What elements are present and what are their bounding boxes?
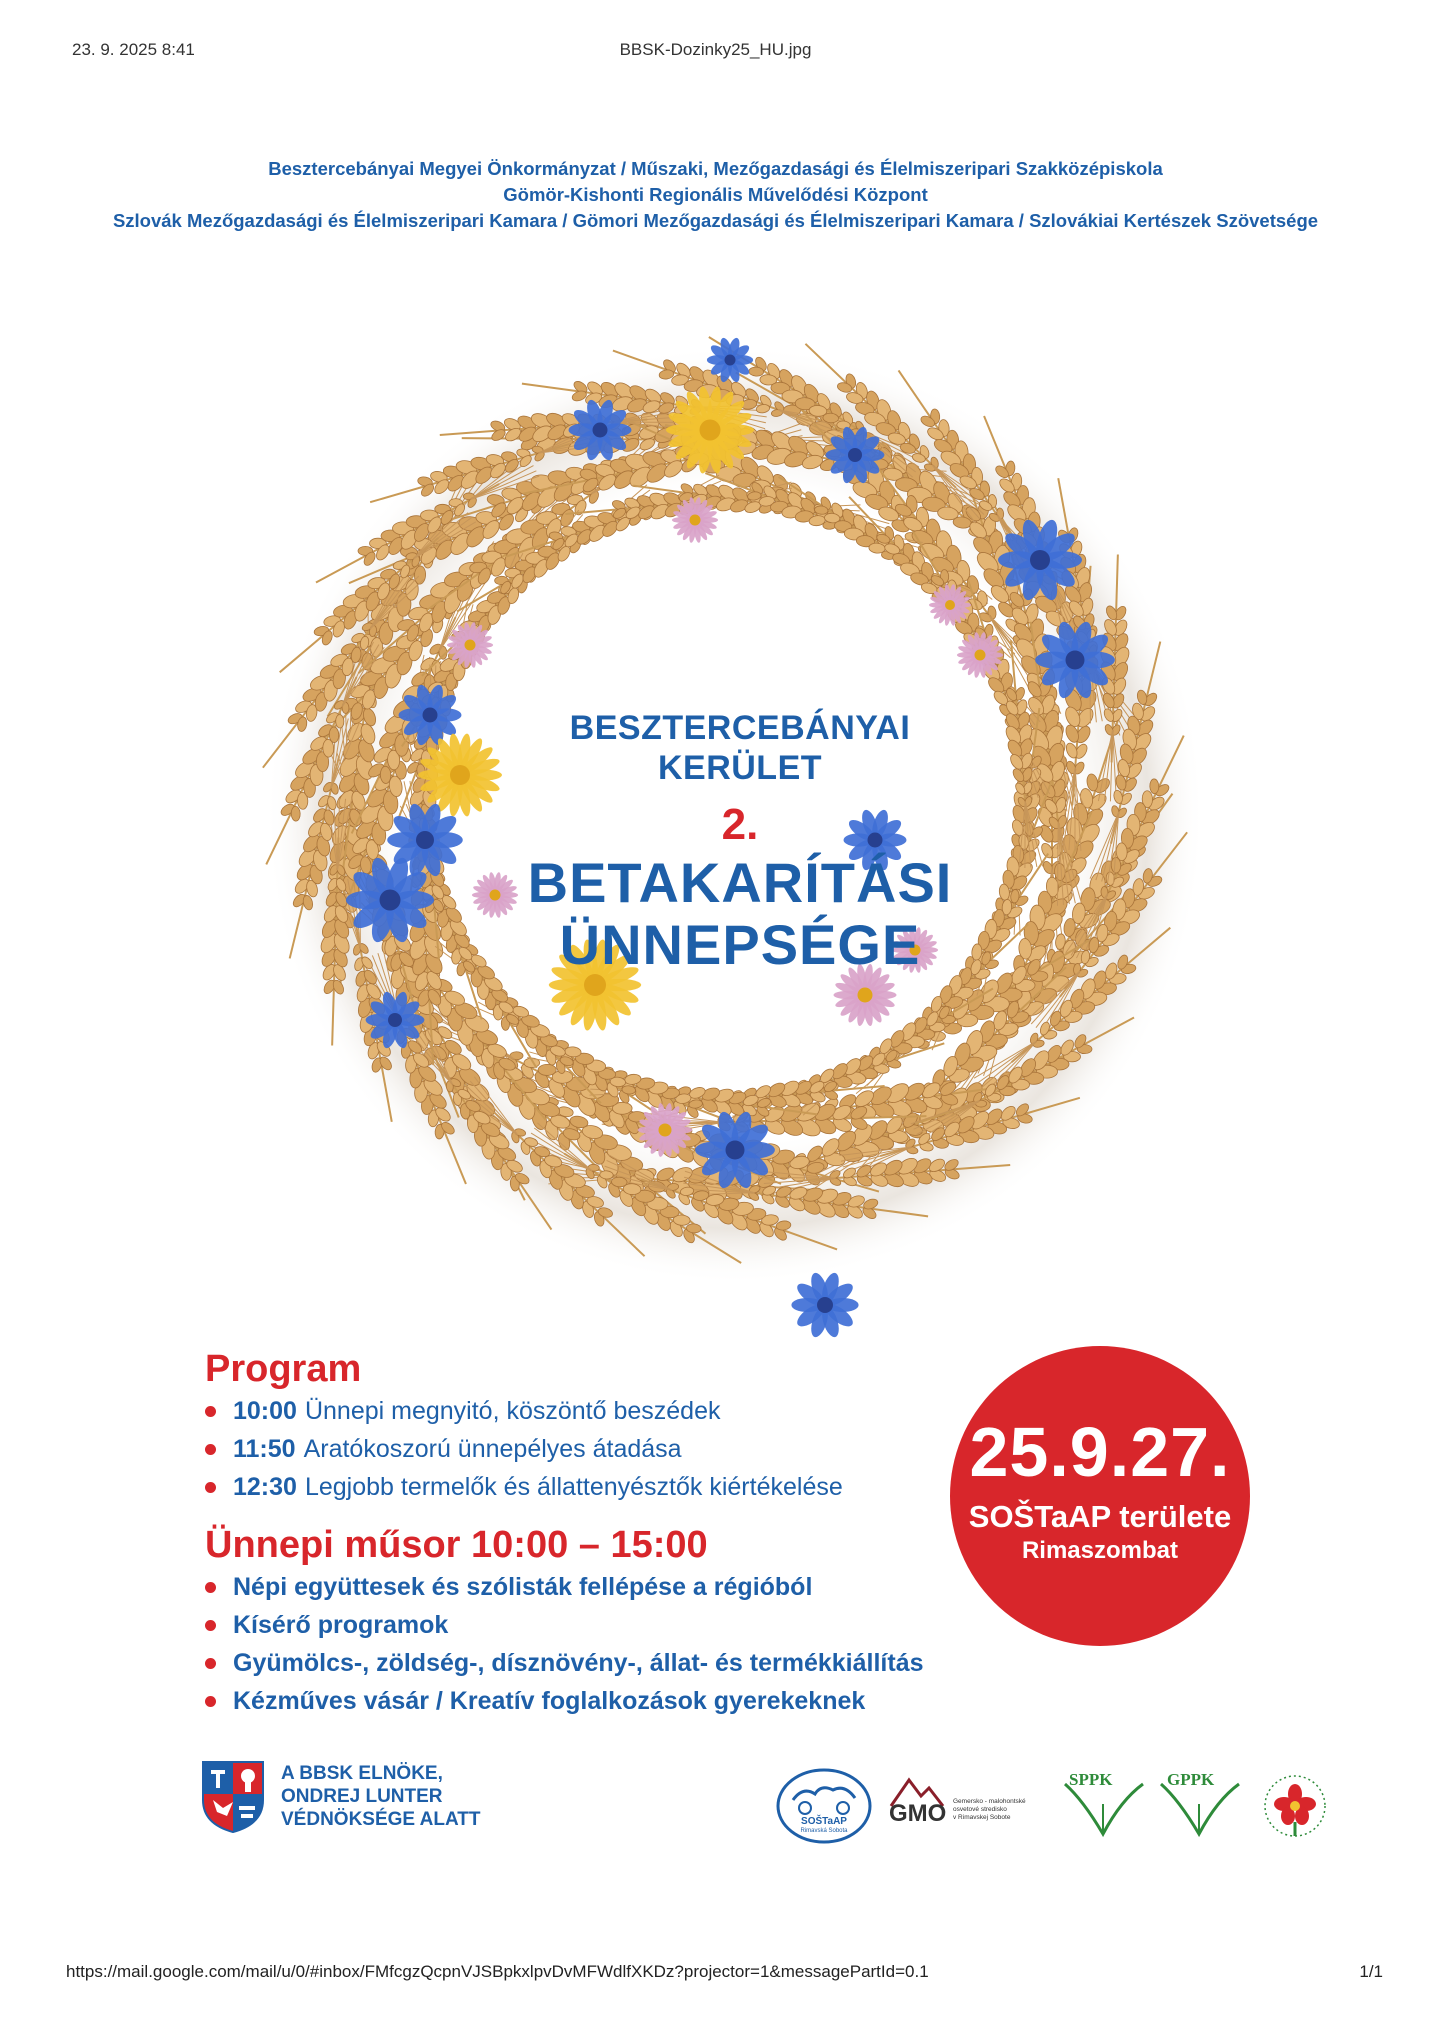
print-footer	[66, 1962, 1383, 1986]
program-item	[205, 1392, 965, 1430]
program-section	[205, 1346, 965, 1720]
sostaap-sublabel: Rimavská Sobota	[800, 1828, 848, 1834]
program-time: 10:00	[233, 1397, 297, 1425]
show-item	[205, 1606, 965, 1644]
sppk-label: SPPK	[1069, 1770, 1113, 1789]
bullet-icon	[205, 1620, 216, 1631]
print-header	[72, 40, 1359, 64]
show-heading: Ünnepi műsor 10:00 – 15:00	[205, 1524, 708, 1566]
partner-logos	[775, 1766, 1335, 1849]
gmo-sub-2: osvetové stredisko	[953, 1806, 1007, 1813]
program-item	[205, 1468, 965, 1506]
gmo-sub-1: Gemersko - malohontské	[953, 1798, 1026, 1805]
title-line-3: BETAKARÍTÁSI	[527, 851, 953, 914]
program-heading: Program	[205, 1348, 362, 1390]
organizer-line: Besztercebányai Megyei Önkormányzat / Műszaki, Mezőgazdasági és Élelmiszeripari Szakközépiskola	[268, 158, 1163, 179]
show-item	[205, 1682, 965, 1720]
organizer-line: Gömör-Kishonti Regionális Művelődési Központ	[503, 184, 928, 205]
sostaap-logo	[775, 1766, 873, 1846]
print-date: 23. 9. 2025 8:41	[72, 40, 195, 59]
bullet-icon	[205, 1444, 216, 1455]
szz-logo	[1249, 1766, 1331, 1849]
sostaap-emblem-icon	[775, 1766, 873, 1846]
show-text: Népi együttesek és szólisták fellépése a régióból	[233, 1573, 813, 1601]
sppk-leaf-icon	[1063, 1770, 1145, 1842]
event-date: 25.9.27.	[969, 1413, 1231, 1491]
bullet-icon	[205, 1406, 216, 1417]
show-item	[205, 1568, 965, 1606]
event-town: Rimaszombat	[1021, 1537, 1179, 1564]
program-time: 11:50	[233, 1435, 296, 1463]
bullet-icon	[205, 1582, 216, 1593]
program-text: Legjobb termelők és állattenyésztők kiértékelése	[304, 1473, 843, 1501]
program-item	[205, 1430, 965, 1468]
program-text: Aratókoszorú ünnepélyes átadása	[303, 1435, 682, 1463]
gmo-logo	[887, 1772, 1037, 1842]
bullet-icon	[205, 1658, 216, 1669]
gmo-label: GMO	[889, 1800, 947, 1827]
show-text: Kézműves vásár / Kreatív foglalkozások gyerekeknek	[233, 1687, 866, 1715]
event-title	[460, 708, 1020, 976]
bbsk-coat-of-arms-icon	[201, 1760, 265, 1834]
gppk-label: GPPK	[1167, 1770, 1215, 1789]
show-text: Kísérő programok	[233, 1611, 449, 1639]
title-line-1: BESZTERCEBÁNYAI	[569, 709, 911, 747]
bullet-icon	[205, 1696, 216, 1707]
title-line-2: KERÜLET	[657, 749, 823, 787]
sostaap-label: SOŠTaAP	[801, 1816, 847, 1827]
szz-label: Slovenský zväz záhradkárov	[1249, 1848, 1262, 1849]
print-url: https://mail.google.com/mail/u/0/#inbox/FMfcgzQcpnVJSBpkxlpvDvMFWdlfXKDz?projector=1&messagePartId=0.1	[66, 1962, 929, 1981]
patron-line-3: VÉDNÖKSÉGE ALATT	[281, 1809, 481, 1830]
title-number: 2.	[721, 800, 759, 849]
show-text: Gyümölcs-, zöldség-, dísznövény-, állat- és termékkiállítás	[233, 1649, 924, 1677]
patron-line-1: A BBSK ELNÖKE,	[281, 1763, 443, 1784]
patronage-block	[201, 1758, 521, 1838]
show-item	[205, 1644, 965, 1682]
organizer-line: Szlovák Mezőgazdasági és Élelmiszeripari Kamara / Gömori Mezőgazdasági és Élelmiszeripari Kamara / Szlovákiai Kertészek Szövetsége	[112, 210, 1319, 231]
print-filename: BBSK-Dozinky25_HU.jpg	[619, 40, 812, 59]
bullet-icon	[205, 1482, 216, 1493]
program-time: 12:30	[233, 1473, 297, 1501]
gppk-logo	[1159, 1770, 1241, 1842]
szz-flower-icon	[1259, 1766, 1331, 1846]
event-date-badge	[950, 1346, 1250, 1646]
patron-line-2: ONDREJ LUNTER	[281, 1786, 443, 1807]
cornflower-flower	[791, 1271, 858, 1339]
title-line-4: ÜNNEPSÉGE	[559, 913, 921, 976]
print-page-number: 1/1	[1359, 1962, 1383, 1981]
gppk-leaf-icon	[1159, 1770, 1241, 1842]
sppk-logo	[1063, 1770, 1145, 1842]
program-text: Ünnepi megnyitó, köszöntő beszédek	[304, 1397, 721, 1425]
organizers-block	[0, 156, 1431, 234]
event-place: SOŠTaAP területe	[968, 1499, 1232, 1534]
gmo-sub-3: v Rimavskej Sobote	[953, 1814, 1011, 1821]
